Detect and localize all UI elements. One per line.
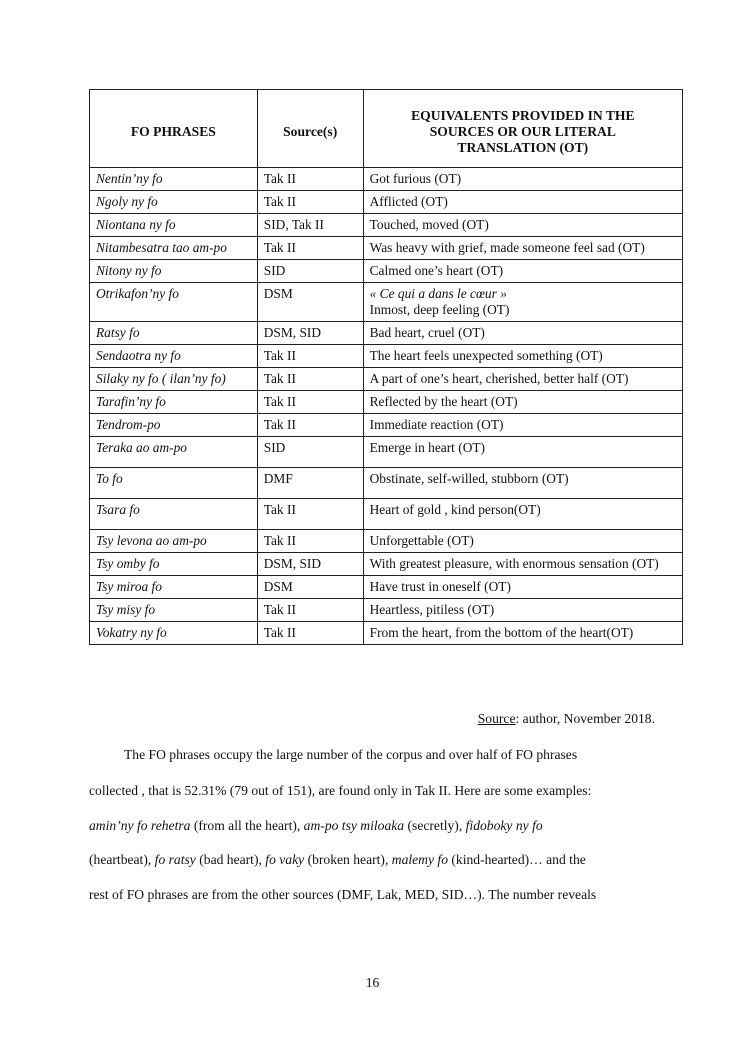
table-row: [90, 499, 683, 530]
source-cell: DSM: [257, 576, 363, 599]
table-row: [90, 553, 683, 576]
phrase-cell: Tsy miroa fo: [90, 576, 258, 599]
header-fo-phrases: FO PHRASES: [90, 90, 258, 168]
example-phrase: malemy fo: [391, 852, 448, 867]
table-row: [90, 345, 683, 368]
equivalent-cell: Touched, moved (OT): [363, 214, 682, 237]
example-phrase: fo vaky: [265, 852, 305, 867]
table-header-row: [90, 90, 683, 168]
body-line-5: rest of FO phrases are from the other sources (DMF, Lak, MED, SID…). The number reveals: [89, 887, 597, 902]
equivalent-cell: [363, 283, 682, 322]
equivalent-cell: Unforgettable (OT): [363, 530, 682, 553]
example-gloss: (kind-hearted)… and the: [448, 852, 586, 867]
equivalent-cell: Bad heart, cruel (OT): [363, 322, 682, 345]
header-sources: Source(s): [257, 90, 363, 168]
table-row: [90, 283, 683, 322]
page-number: 16: [365, 975, 380, 990]
phrase-cell: Ngoly ny fo: [90, 191, 258, 214]
source-cell: SID: [257, 437, 363, 468]
source-cell: Tak II: [257, 599, 363, 622]
equivalent-cell: With greatest pleasure, with enormous sensation (OT): [363, 553, 682, 576]
body-line-3: [89, 818, 669, 834]
phrase-cell: Tarafin’ny fo: [90, 391, 258, 414]
phrase-cell: Tsy levona ao am-po: [90, 530, 258, 553]
table-row: [90, 368, 683, 391]
phrase-cell: Vokatry ny fo: [90, 622, 258, 645]
body-line-4: [89, 852, 669, 868]
source-cell: DSM: [257, 283, 363, 322]
source-cell: SID, Tak II: [257, 214, 363, 237]
example-gloss: (broken heart),: [304, 852, 392, 867]
equivalent-cell: Heart of gold , kind person(OT): [363, 499, 682, 530]
phrase-cell: Tsy omby fo: [90, 553, 258, 576]
equivalent-cell: Afflicted (OT): [363, 191, 682, 214]
table-row: [90, 622, 683, 645]
phrase-cell: Ratsy fo: [90, 322, 258, 345]
source-cell: Tak II: [257, 345, 363, 368]
phrase-cell: Tendrom-po: [90, 414, 258, 437]
source-cell: Tak II: [257, 368, 363, 391]
table-row: [90, 260, 683, 283]
header-equivalents-line3: TRANSLATION (OT): [457, 140, 589, 155]
equivalent-cell: Got furious (OT): [363, 168, 682, 191]
table-row: [90, 191, 683, 214]
header-equivalents-line2: SOURCES OR OUR LITERAL: [429, 124, 616, 139]
source-label: Source: [477, 711, 516, 726]
equivalent-cell: Reflected by the heart (OT): [363, 391, 682, 414]
source-cell: Tak II: [257, 391, 363, 414]
table-row: [90, 468, 683, 499]
table-row: [90, 530, 683, 553]
header-equivalents-line1: EQUIVALENTS PROVIDED IN THE: [411, 108, 635, 123]
source-cell: Tak II: [257, 530, 363, 553]
equivalent-cell: Emerge in heart (OT): [363, 437, 682, 468]
source-text: : author, November 2018.: [515, 711, 655, 726]
fo-phrases-table: [89, 89, 683, 645]
equivalent-cell: From the heart, from the bottom of the heart(OT): [363, 622, 682, 645]
source-cell: Tak II: [257, 168, 363, 191]
header-equivalents: [363, 90, 682, 168]
example-gloss: (heartbeat),: [89, 852, 155, 867]
source-cell: Tak II: [257, 622, 363, 645]
example-phrase: fidoboky ny fo: [465, 818, 543, 833]
french-gloss: « Ce qui a dans le cœur »: [369, 286, 507, 301]
phrase-cell: Silaky ny fo ( ilan’ny fo): [90, 368, 258, 391]
table-row: [90, 437, 683, 468]
phrase-cell: Otrikafon’ny fo: [90, 283, 258, 322]
phrase-cell: Nitony ny fo: [90, 260, 258, 283]
table-row: [90, 214, 683, 237]
body-line-1: The FO phrases occupy the large number of the corpus and over half of FO phrases: [124, 747, 578, 762]
source-cell: Tak II: [257, 414, 363, 437]
table-row: [90, 391, 683, 414]
equivalent-cell: The heart feels unexpected something (OT): [363, 345, 682, 368]
equivalent-text: Inmost, deep feeling (OT): [369, 302, 510, 317]
equivalent-cell: Have trust in oneself (OT): [363, 576, 682, 599]
example-phrase: am-po tsy miloaka: [303, 818, 405, 833]
table-row: [90, 237, 683, 260]
equivalent-cell: A part of one’s heart, cherished, better half (OT): [363, 368, 682, 391]
equivalent-cell: Heartless, pitiless (OT): [363, 599, 682, 622]
phrase-cell: Nentin’ny fo: [90, 168, 258, 191]
source-cell: Tak II: [257, 499, 363, 530]
phrase-cell: To fo: [90, 468, 258, 499]
source-cell: DMF: [257, 468, 363, 499]
phrase-cell: Tsy misy fo: [90, 599, 258, 622]
phrase-cell: Niontana ny fo: [90, 214, 258, 237]
equivalent-cell: Calmed one’s heart (OT): [363, 260, 682, 283]
table-row: [90, 576, 683, 599]
example-phrase: amin’ny fo rehetra: [89, 818, 191, 833]
phrase-cell: Sendaotra ny fo: [90, 345, 258, 368]
example-phrase: fo ratsy: [154, 852, 196, 867]
equivalent-cell: Obstinate, self-willed, stubborn (OT): [363, 468, 682, 499]
table-row: [90, 168, 683, 191]
source-cell: Tak II: [257, 237, 363, 260]
example-gloss: (from all the heart),: [190, 818, 304, 833]
source-cell: DSM, SID: [257, 553, 363, 576]
body-line-2: collected , that is 52.31% (79 out of 151), are found only in Tak II. Here are some examples:: [89, 783, 592, 798]
table-row: [90, 322, 683, 345]
equivalent-cell: Immediate reaction (OT): [363, 414, 682, 437]
source-cell: SID: [257, 260, 363, 283]
phrase-cell: Teraka ao am-po: [90, 437, 258, 468]
table-row: [90, 414, 683, 437]
example-gloss: (bad heart),: [195, 852, 266, 867]
example-gloss: (secretly),: [404, 818, 466, 833]
table-source-note: [478, 711, 655, 727]
phrase-cell: Tsara fo: [90, 499, 258, 530]
equivalent-cell: Was heavy with grief, made someone feel sad (OT): [363, 237, 682, 260]
table-row: [90, 599, 683, 622]
phrase-cell: Nitambesatra tao am-po: [90, 237, 258, 260]
source-cell: Tak II: [257, 191, 363, 214]
source-cell: DSM, SID: [257, 322, 363, 345]
